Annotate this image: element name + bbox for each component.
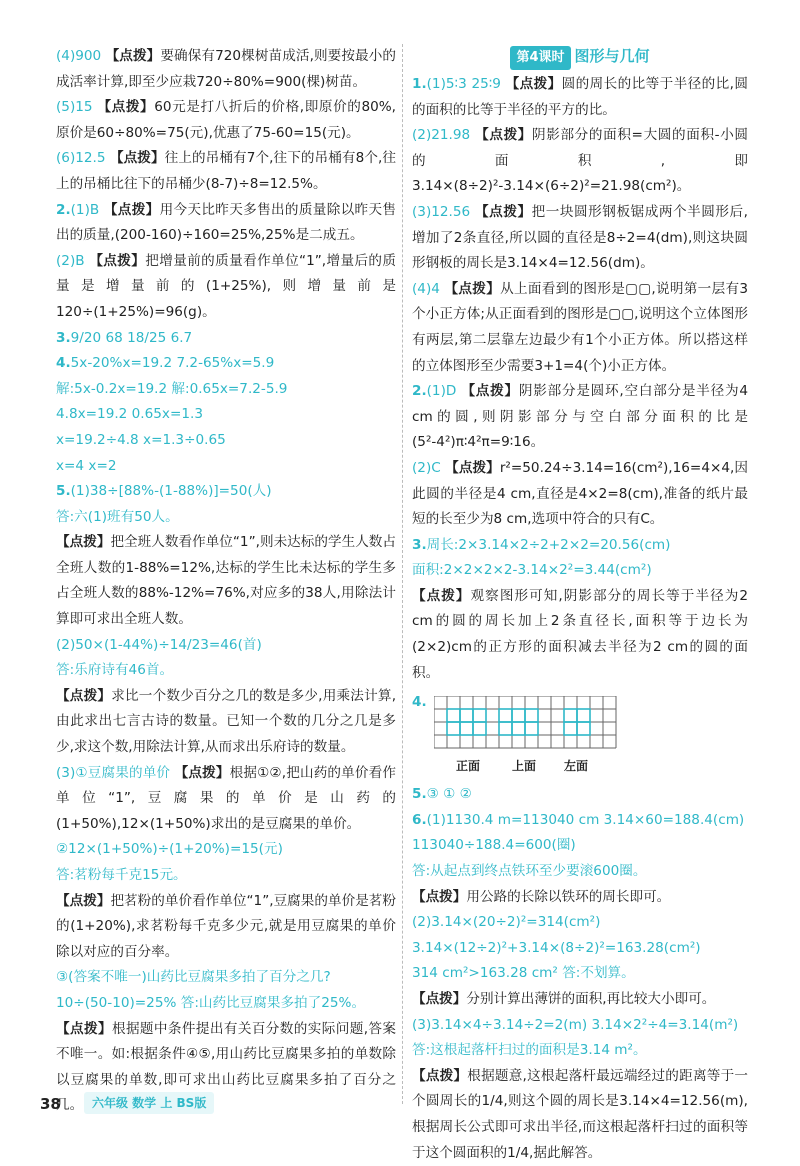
view-cell <box>512 709 525 722</box>
hint-text: 根据题意,这根起落杆最远端经过的距离等于一个圆周长的1/4,则这个圆的周长是3.14×4=12.56(m),根据周长公式即可求出半径,而这根起落杆扫过的面积等于这个圆面积的1/4,据此解答。 <box>412 1067 748 1161</box>
answer-text: 解:5x-0.2x=19.2 解:0.65x=7.2-5.9 <box>56 380 288 397</box>
view-cell <box>473 722 486 735</box>
answer-text: (4)4 <box>412 280 440 297</box>
answer-line <box>412 782 748 808</box>
answer-line <box>56 505 396 531</box>
answer-text: ②12×(1+50%)÷(1+20%)=15(元) <box>56 841 283 858</box>
answer-text: 4.8x=19.2 0.65x=1.3 <box>56 406 203 423</box>
answer-line <box>56 326 396 352</box>
hint-tag: 【点拨】 <box>412 991 467 1007</box>
answer-text: (2)B <box>56 252 85 269</box>
question-number: 5. <box>56 483 71 500</box>
answer-text: (2)21.98 <box>412 127 471 144</box>
question-number: 2. <box>412 383 427 400</box>
hint-text: 观察图形可知,阴影部分的周长等于半径为2 cm的圆的周长加上2条直径长,面积等于边长为(2×2)cm的正方形的面积减去半径为2 cm的圆的面积。 <box>412 587 749 681</box>
answer-line <box>412 123 748 200</box>
answer-text: x=4 x=2 <box>56 457 117 474</box>
left-column <box>56 44 396 1119</box>
column-divider <box>402 44 403 1104</box>
view-cell <box>499 722 512 735</box>
answer-text: (3)3.14×4÷3.14÷2=2(m) 3.14×2²÷4=3.14(m²) <box>412 1016 739 1033</box>
view-cell <box>577 709 590 722</box>
hint-text: r²=50.24÷3.14=16(cm²),16=4×4,因此圆的半径是4 cm,直径是4×2=8(cm),准备的纸片最短的长至少为8 cm,选项中符合的只有C。 <box>412 459 748 528</box>
answer-line <box>56 198 396 249</box>
view-label-top: 上面 <box>512 759 537 774</box>
answer-text: x=19.2÷4.8 x=1.3÷0.65 <box>56 431 226 448</box>
answer-text: 10÷(50-10)=25% 答:山药比豆腐果多拍了25%。 <box>56 994 366 1011</box>
answer-line <box>56 991 396 1017</box>
hint-tag: 【点拨】 <box>56 687 112 704</box>
answer-line <box>412 277 748 379</box>
hint-text: 阴影部分是圆环,空白部分是半径为4 cm的圆,则阴影部分与空白部分面积的比是(5²-4²)π∶4²π=9∶16。 <box>412 383 749 451</box>
answer-text: (6)12.5 <box>56 150 106 167</box>
hint-text: 根据题中条件提出有关百分数的实际问题,答案不唯一。如:根据条件④⑤,用山药比豆腐果多拍的单数除以豆腐果的单数,即可求出山药比豆腐果多拍了百分之几。 <box>56 1020 396 1114</box>
view-cell <box>525 709 538 722</box>
answer-text: (1)5∶3 25∶9 <box>426 76 501 92</box>
question-number: 5. <box>412 786 427 803</box>
lesson-title: 图形与几何 <box>574 47 650 65</box>
answer-line <box>56 684 396 761</box>
lesson-header <box>412 44 748 68</box>
answer-text: (2)50×(1-44%)÷14/23=46(首) <box>56 636 262 653</box>
hint-text: 圆的周长的比等于半径的比,圆的面积的比等于半径的平方的比。 <box>412 76 748 118</box>
answer-text: 9/20 68 18/25 6.7 <box>70 329 193 346</box>
right-answers-2 <box>412 782 748 1166</box>
answer-line <box>56 428 396 454</box>
hint-text: 分别计算出薄饼的面积,再比较大小即可。 <box>466 991 716 1007</box>
view-cell <box>512 722 525 735</box>
hint-text: 把一块圆形钢板锯成两个半圆形后,增加了2条直径,所以圆的直径是8÷2=4(dm),则这块圆形钢板的周长是3.14×4=12.56(dm)。 <box>412 203 749 272</box>
answer-text: ③(答案不唯一)山药比豆腐果多拍了百分之几? <box>56 969 331 986</box>
answer-text: 答:六(1)班有50人。 <box>56 508 179 525</box>
view-cell <box>525 722 538 735</box>
answer-text: 面积:2×2×2×2-3.14×2²=3.44(cm²) <box>412 562 652 579</box>
hint-text: 阴影部分的面积=大圆的面积-小圆的面积,即3.14×(8÷2)²-3.14×(6÷2)²=21.98(cm²)。 <box>412 127 749 195</box>
answer-line <box>56 454 396 480</box>
hint-text: 把茗粉的单价看作单位“1”,豆腐果的单价是茗粉的(1+20%),求茗粉每千克多少元,就是用豆腐果的单价除以对应的百分率。 <box>56 892 397 960</box>
hint-tag: 【点拨】 <box>109 150 165 167</box>
answer-line <box>56 837 396 863</box>
answer-line <box>412 200 748 277</box>
answer-line <box>412 72 748 123</box>
page-footer <box>40 1092 340 1118</box>
answer-line <box>412 833 748 859</box>
view-cell <box>473 709 486 722</box>
answer-line <box>56 761 396 838</box>
question-number: 6. <box>412 811 427 828</box>
answer-line <box>56 530 396 632</box>
answer-line <box>412 987 748 1013</box>
answer-line <box>56 44 396 95</box>
hint-text: 用公路的长除以铁环的周长即可。 <box>466 888 671 905</box>
answer-line <box>412 456 748 533</box>
answer-text: (3)①豆腐果的单价 <box>56 764 171 781</box>
view-cell <box>499 709 512 722</box>
answer-line <box>56 146 396 197</box>
answer-line <box>412 1064 748 1166</box>
hint-tag: 【点拨】 <box>445 459 500 476</box>
view-cell <box>564 722 577 735</box>
answer-line <box>56 633 396 659</box>
answer-text: (3)12.56 <box>412 203 471 220</box>
hint-text: 把增量前的质量看作单位“1”,增量后的质量是增量前的(1+25%),则增量前是120÷(1+25%)=96(g)。 <box>56 252 397 320</box>
answer-text: ③ ① ② <box>426 786 472 803</box>
answer-line <box>412 859 748 885</box>
hint-text: 用今天比昨天多售出的质量除以昨天售出的质量,(200-160)÷160=25%,25%是二成五。 <box>56 201 397 244</box>
right-answers <box>412 72 748 686</box>
answer-text: 答:茗粉每千克15元。 <box>56 867 187 883</box>
answer-line <box>56 863 396 889</box>
view-cell <box>577 722 590 735</box>
hint-tag: 【点拨】 <box>56 1020 112 1037</box>
answer-text: 答:这根起落杆扫过的面积是3.14 m²。 <box>412 1042 647 1059</box>
answer-text: (2)C <box>412 459 441 476</box>
answer-line <box>56 889 396 966</box>
hint-tag: 【点拨】 <box>56 534 111 551</box>
lesson-badge: 第4课时 <box>510 46 570 70</box>
answer-line <box>412 910 748 936</box>
answer-text: (1)D <box>426 383 457 400</box>
view-cell <box>564 709 577 722</box>
hint-tag: 【点拨】 <box>412 587 471 604</box>
answer-line <box>56 351 396 377</box>
answer-text: (4)900 <box>56 48 102 64</box>
question-number: 4. <box>56 355 71 372</box>
view-cell <box>460 722 473 735</box>
answer-text: 113040÷188.4=600(圈) <box>412 837 576 854</box>
answer-line <box>56 377 396 403</box>
hint-tag: 【点拨】 <box>89 252 146 269</box>
answer-line <box>56 479 396 505</box>
answer-text: (1)38÷[88%-(1-88%)]=50(人) <box>70 483 272 500</box>
right-column <box>412 44 748 1166</box>
answer-line <box>56 95 396 146</box>
hint-tag: 【点拨】 <box>103 201 160 218</box>
answer-text: (5)15 <box>56 99 93 116</box>
hint-tag: 【点拨】 <box>412 888 467 905</box>
view-cell <box>447 709 460 722</box>
answer-line <box>412 1013 748 1039</box>
hint-text: 把全班人数看作单位“1”,则未达标的学生人数占全班人数的1-88%=12%,达标的学生比未达标的学生多占全班人数的88%-12%=76%,对应多的38人,用除法计算即可求出全班人数。 <box>56 534 397 628</box>
question-number: 4. <box>412 694 427 711</box>
view-cell <box>460 709 473 722</box>
answer-line <box>412 936 748 962</box>
answer-line <box>412 379 748 456</box>
answer-line <box>412 1038 748 1064</box>
hint-text: 求比一个数少百分之几的数是多少,用乘法计算,由此求出七言古诗的数量。已知一个数的几分之几是多少,求这个数,用除法计算,从而求出乐府诗的数量。 <box>56 687 397 756</box>
view-cell <box>447 722 460 735</box>
answer-line <box>412 584 748 686</box>
book-title: 六年级 数学 上 BS版 <box>84 1092 214 1114</box>
answer-line <box>412 885 748 911</box>
answer-text: (1)1130.4 m=113040 cm 3.14×60=188.4(cm) <box>426 811 745 828</box>
answer-line <box>412 533 748 559</box>
question-number: 3. <box>56 329 71 346</box>
hint-tag: 【点拨】 <box>505 76 562 92</box>
hint-tag: 【点拨】 <box>475 203 532 220</box>
answer-text: (1)B <box>70 201 100 218</box>
hint-tag: 【点拨】 <box>174 764 230 781</box>
answer-line <box>412 808 748 834</box>
hint-tag: 【点拨】 <box>444 280 501 297</box>
answer-line <box>412 961 748 987</box>
answer-text: 答:乐府诗有46首。 <box>56 662 174 679</box>
hint-tag: 【点拨】 <box>412 1067 468 1084</box>
page-number: 38 <box>40 1095 61 1113</box>
view-label-front: 正面 <box>456 759 481 774</box>
answer-text: 3.14×(12÷2)²+3.14×(8÷2)²=163.28(cm²) <box>412 939 701 956</box>
question-number: 1. <box>412 76 427 92</box>
answer-text: (2)3.14×(20÷2)²=314(cm²) <box>412 914 601 931</box>
hint-tag: 【点拨】 <box>56 892 111 909</box>
hint-text: 要确保有720棵树苗成活,则要按最小的成活率计算,即至少应栽720÷80%=900(棵)树苗。 <box>56 48 396 90</box>
answer-text: 5x-20%x=19.2 7.2-65%x=5.9 <box>70 355 275 372</box>
answer-line <box>56 965 396 991</box>
view-label-left: 左面 <box>564 759 589 774</box>
hint-tag: 【点拨】 <box>461 383 519 400</box>
hint-tag: 【点拨】 <box>105 48 161 64</box>
question-number: 2. <box>56 201 71 218</box>
hint-text: 60元是打八折后的价格,即原价的80%,原价是60÷80%=75(元),优惠了75-60=15(元)。 <box>56 99 397 141</box>
answer-line <box>56 402 396 428</box>
hint-tag: 【点拨】 <box>97 99 155 116</box>
hint-text: 往上的吊桶有7个,往下的吊桶有8个,往上的吊桶比往下的吊桶少(8-7)÷8=12.5%。 <box>56 150 396 192</box>
answer-line <box>412 558 748 584</box>
answer-text: 314 cm²>163.28 cm² 答:不划算。 <box>412 965 635 982</box>
hint-tag: 【点拨】 <box>475 127 533 144</box>
answer-line <box>56 249 396 326</box>
answer-text: 周长:2×3.14×2÷2+2×2=20.56(cm) <box>426 536 671 553</box>
answer-text: 答:从起点到终点铁环至少要滚600圈。 <box>412 863 647 880</box>
hint-text: 根据①②,把山药的单价看作单位“1”,豆腐果的单价是山药的(1+50%),12×(1+50%)求出的是豆腐果的单价。 <box>56 764 396 832</box>
question-4-figure <box>412 690 748 782</box>
question-number: 3. <box>412 536 427 553</box>
three-views-grid <box>434 696 624 762</box>
hint-text: 从上面看到的图形是▢▢,说明第一层有3个小正方体;从正面看到的图形是▢▢,说明这个立体图形有两层,第二层靠左边最少有1个小正方体。所以搭这样的立体图形至少需要3+1=4(个)小正方体。 <box>412 280 748 374</box>
answer-line <box>56 658 396 684</box>
